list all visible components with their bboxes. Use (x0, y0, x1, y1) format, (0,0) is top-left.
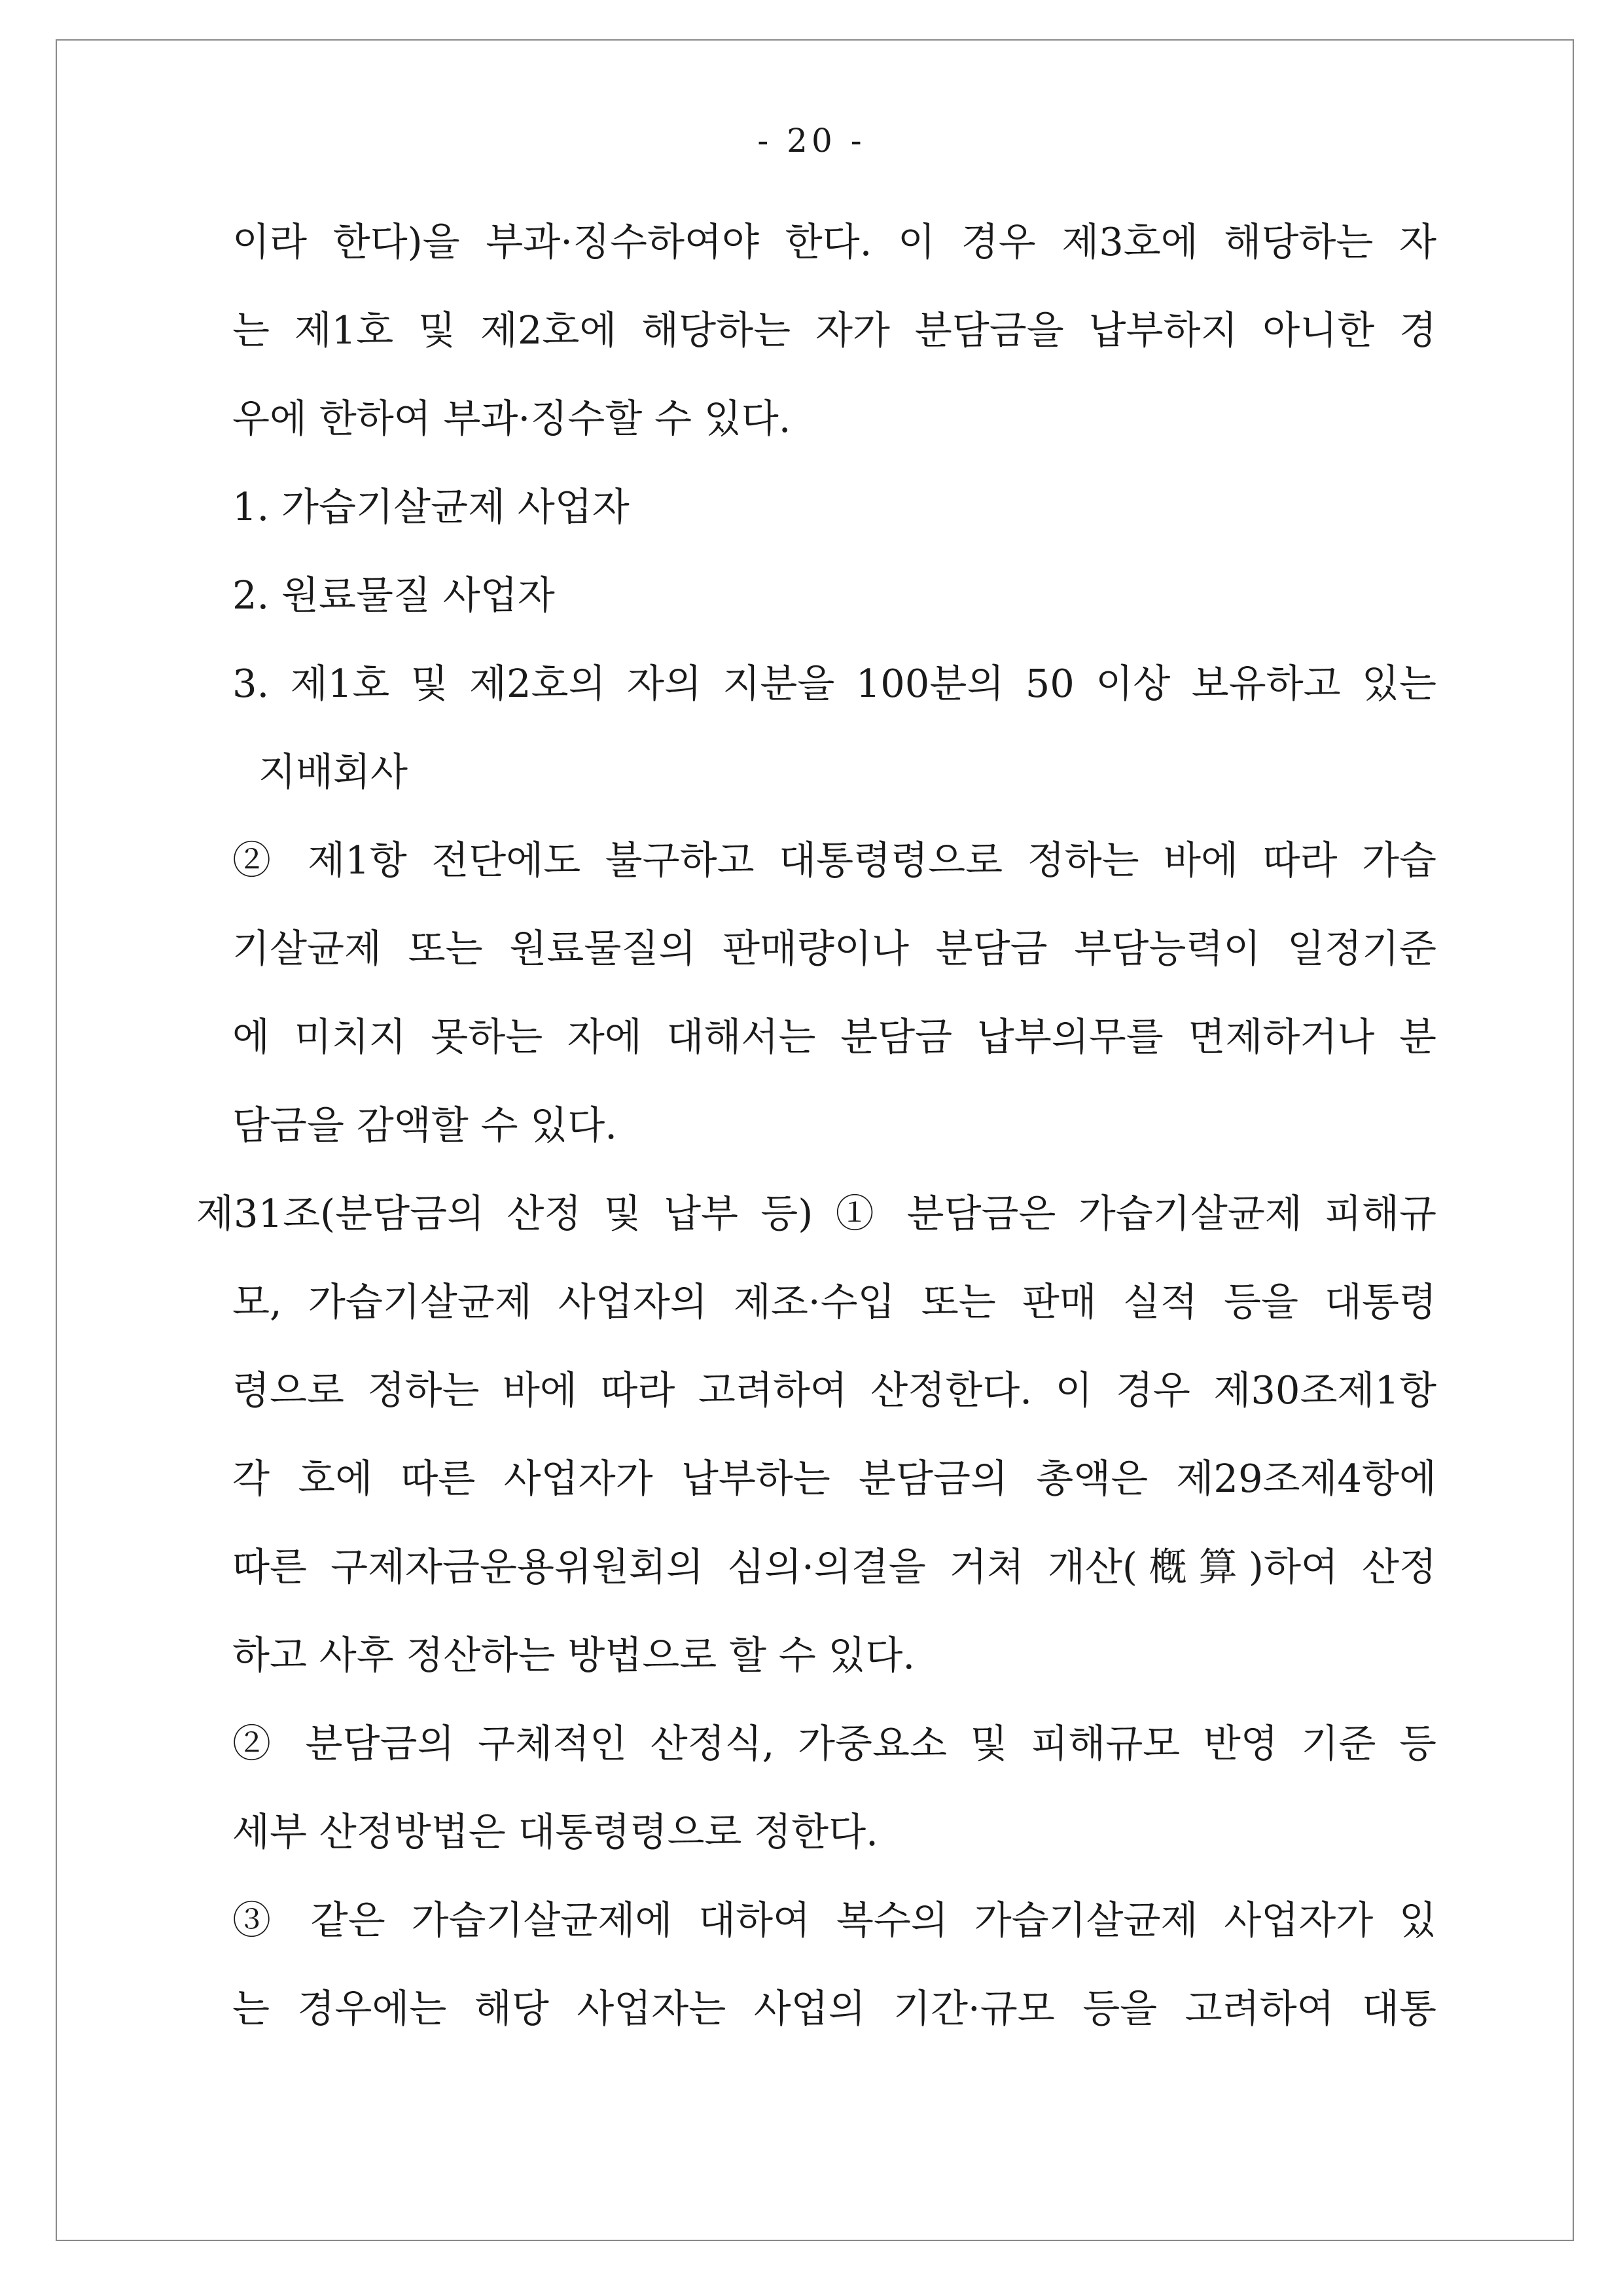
list-item-1: 1. 가습기살균제 사업자 (232, 484, 630, 529)
article-31-line-4: 각 호에 따른 사업자가 납부하는 분담금의 총액은 제29조제4항에 (232, 1456, 1436, 1501)
paragraph-2-line-4: 담금을 감액할 수 있다. (232, 1103, 617, 1148)
list-item-3-continuation: 지배회사 (259, 749, 408, 794)
paragraph-2-line-1: ② 제1항 전단에도 불구하고 대통령령으로 정하는 바에 따라 가습 (232, 838, 1436, 883)
article-31-para-2-line-1: ② 분담금의 구체적인 산정식, 가중요소 및 피해규모 반영 기준 등 (232, 1721, 1436, 1766)
article-31-line-5: 따른 구제자금운용위원회의 심의·의결을 거쳐 개산(槪算)하여 산정 (232, 1544, 1436, 1589)
paragraph-2-line-3: 에 미치지 못하는 자에 대해서는 분담금 납부의무를 면제하거나 분 (232, 1014, 1436, 1059)
page-number: - 20 - (757, 122, 866, 160)
body-line-1: 이라 한다)을 부과·징수하여야 한다. 이 경우 제3호에 해당하는 자 (232, 219, 1436, 264)
article-31-heading-line: 제31조(분담금의 산정 및 납부 등) ① 분담금은 가습기살균제 피해규 (196, 1191, 1436, 1236)
paragraph-2-line-2: 기살균제 또는 원료물질의 판매량이나 분담금 부담능력이 일정기준 (232, 926, 1436, 971)
article-31-para-3-line-1: ③ 같은 가습기살균제에 대하여 복수의 가습기살균제 사업자가 있 (232, 1898, 1436, 1943)
article-31-para-3-line-2: 는 경우에는 해당 사업자는 사업의 기간·규모 등을 고려하여 대통 (232, 1986, 1436, 2031)
article-31-line-3: 령으로 정하는 바에 따라 고려하여 산정한다. 이 경우 제30조제1항 (232, 1368, 1436, 1413)
list-item-2: 2. 원료물질 사업자 (232, 573, 555, 618)
list-item-3: 3. 제1호 및 제2호의 자의 지분을 100분의 50 이상 보유하고 있는 (232, 661, 1436, 706)
body-line-2: 는 제1호 및 제2호에 해당하는 자가 분담금을 납부하지 아니한 경 (232, 308, 1436, 353)
article-31-line-2: 모, 가습기살균제 사업자의 제조·수입 또는 판매 실적 등을 대통령 (232, 1279, 1436, 1324)
article-31-para-2-line-2: 세부 산정방법은 대통령령으로 정한다. (232, 1809, 878, 1854)
body-line-3: 우에 한하여 부과·징수할 수 있다. (232, 396, 791, 441)
article-31-line-6: 하고 사후 정산하는 방법으로 할 수 있다. (232, 1633, 916, 1678)
